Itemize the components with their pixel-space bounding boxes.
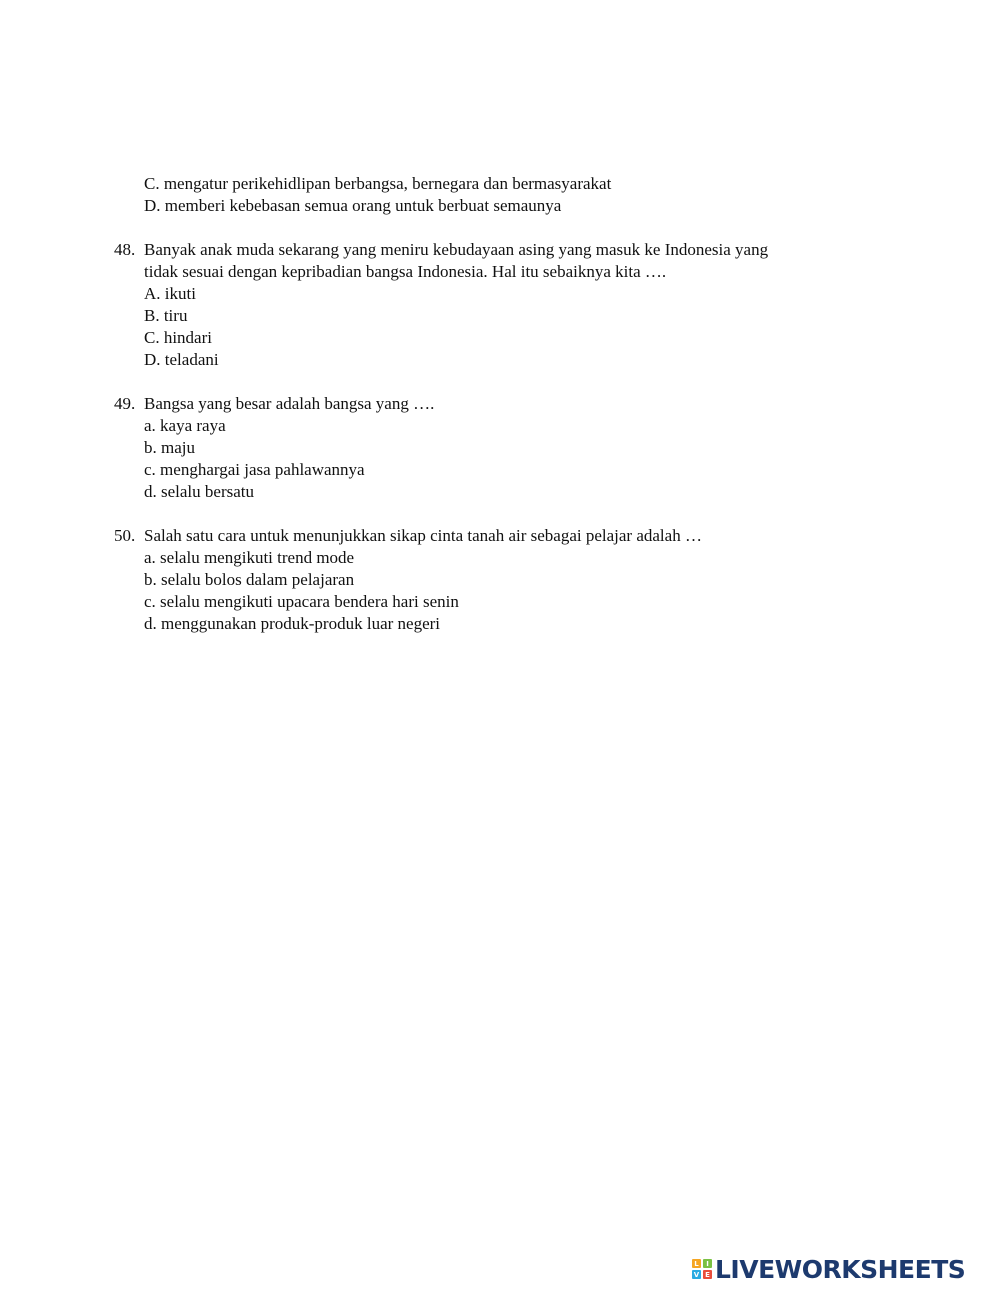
- q50-number: 50.: [114, 526, 136, 545]
- q48-option-a: A. ikuti: [144, 284, 196, 303]
- q49-option-a: a. kaya raya: [144, 416, 226, 435]
- liveworksheets-logo: [692, 1256, 965, 1282]
- logo-letter-l: L: [692, 1259, 701, 1268]
- q48-text-line2: tidak sesuai dengan kepribadian bangsa Indonesia. Hal itu sebaiknya kita ….: [144, 262, 667, 281]
- logo-text: LIVEWORKSHEETS: [715, 1254, 966, 1284]
- q50-option-c: c. selalu mengikuti upacara bendera hari senin: [144, 592, 459, 611]
- q50-option-b: b. selalu bolos dalam pelajaran: [144, 570, 355, 589]
- logo-letter-e: E: [703, 1270, 712, 1279]
- q49-number: 49.: [114, 394, 136, 413]
- logo-icon: [692, 1259, 712, 1279]
- q48-option-c: C. hindari: [144, 328, 212, 347]
- q48-number: 48.: [114, 240, 136, 259]
- q49-text: Bangsa yang besar adalah bangsa yang ….: [144, 394, 435, 413]
- q49-option-d: d. selalu bersatu: [144, 482, 254, 501]
- logo-letter-i: I: [703, 1259, 712, 1268]
- q47-option-c: C. mengatur perikehidlipan berbangsa, bernegara dan bermasyarakat: [144, 174, 612, 193]
- q48-option-b: B. tiru: [144, 306, 188, 325]
- q47-option-d: D. memberi kebebasan semua orang untuk berbuat semaunya: [144, 196, 562, 215]
- q48-text-line1: Banyak anak muda sekarang yang meniru kebudayaan asing yang masuk ke Indonesia yang: [144, 240, 769, 259]
- q49-option-b: b. maju: [144, 438, 195, 457]
- q50-option-a: a. selalu mengikuti trend mode: [144, 548, 355, 567]
- logo-letter-v: V: [693, 1270, 700, 1279]
- q50-text: Salah satu cara untuk menunjukkan sikap cinta tanah air sebagai pelajar adalah …: [144, 526, 702, 545]
- q50-option-d: d. menggunakan produk-produk luar negeri: [144, 614, 440, 633]
- q49-option-c: c. menghargai jasa pahlawannya: [144, 460, 365, 479]
- q48-option-d: D. teladani: [144, 350, 219, 369]
